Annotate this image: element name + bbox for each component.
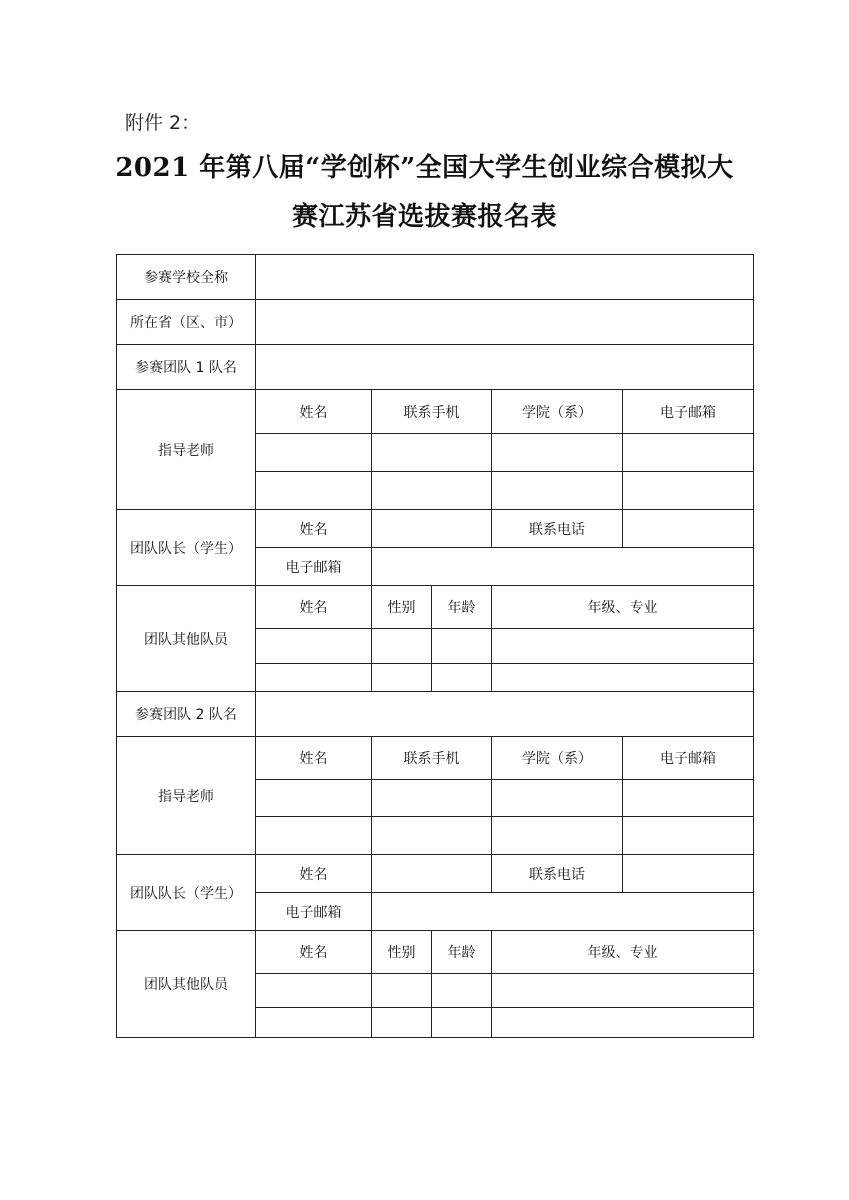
team1-leader-name-field[interactable] bbox=[372, 510, 492, 548]
team2-leader-name-field[interactable] bbox=[372, 855, 492, 893]
team1-leader-name-label: 姓名 bbox=[256, 510, 372, 548]
form-title-line-1: 2021 年第八届“学创杯”全国大学生创业综合模拟大 bbox=[115, 153, 734, 183]
team2-advisor1-college-field[interactable] bbox=[492, 780, 623, 817]
team2-advisor-col-mobile: 联系手机 bbox=[372, 737, 492, 780]
team1-leader-row bbox=[117, 510, 754, 548]
team2-members-header-row bbox=[117, 931, 754, 974]
team1-advisor-label: 指导老师 bbox=[117, 390, 256, 510]
team1-advisor-col-name: 姓名 bbox=[256, 390, 372, 434]
province-field[interactable] bbox=[256, 300, 754, 345]
team2-advisor2-college-field[interactable] bbox=[492, 817, 623, 855]
team1-member1-name-field[interactable] bbox=[256, 629, 372, 664]
team2-member1-name-field[interactable] bbox=[256, 974, 372, 1008]
team1-advisor-col-mobile: 联系手机 bbox=[372, 390, 492, 434]
team2-leader-phone-field[interactable] bbox=[623, 855, 754, 893]
team1-leader-phone-field[interactable] bbox=[623, 510, 754, 548]
team1-members-col-name: 姓名 bbox=[256, 586, 372, 629]
team2-member2-name-field[interactable] bbox=[256, 1008, 372, 1038]
team2-leader-name-label: 姓名 bbox=[256, 855, 372, 893]
team1-advisor2-email-field[interactable] bbox=[623, 472, 754, 510]
team2-members-label: 团队其他队员 bbox=[117, 931, 256, 1038]
school-name-field[interactable] bbox=[256, 255, 754, 300]
team1-member1-gender-field[interactable] bbox=[372, 629, 432, 664]
team2-member2-age-field[interactable] bbox=[432, 1008, 492, 1038]
team2-leader-phone-label: 联系电话 bbox=[492, 855, 623, 893]
team1-member2-grade-major-field[interactable] bbox=[492, 664, 754, 692]
team1-leader-email-label: 电子邮箱 bbox=[256, 548, 372, 586]
team2-advisor-label: 指导老师 bbox=[117, 737, 256, 855]
team2-advisor1-mobile-field[interactable] bbox=[372, 780, 492, 817]
team2-members-col-age: 年龄 bbox=[432, 931, 492, 974]
team1-advisor1-mobile-field[interactable] bbox=[372, 434, 492, 472]
team1-member2-age-field[interactable] bbox=[432, 664, 492, 692]
team2-advisor2-mobile-field[interactable] bbox=[372, 817, 492, 855]
team1-advisor-col-college: 学院（系） bbox=[492, 390, 623, 434]
team1-members-col-grade-major: 年级、专业 bbox=[492, 586, 754, 629]
team1-member2-gender-field[interactable] bbox=[372, 664, 432, 692]
team1-advisor2-mobile-field[interactable] bbox=[372, 472, 492, 510]
team2-member1-age-field[interactable] bbox=[432, 974, 492, 1008]
team1-members-header-row bbox=[117, 586, 754, 629]
team1-name-field[interactable] bbox=[256, 345, 754, 390]
form-title-line-2: 赛江苏省选拔赛报名表 bbox=[291, 202, 557, 232]
team1-leader-email-field[interactable] bbox=[372, 548, 754, 586]
team2-leader-label: 团队队长（学生） bbox=[117, 855, 256, 931]
team1-member1-grade-major-field[interactable] bbox=[492, 629, 754, 664]
team2-advisor-header-row bbox=[117, 737, 754, 780]
team2-advisor2-name-field[interactable] bbox=[256, 817, 372, 855]
team2-members-col-grade-major: 年级、专业 bbox=[492, 931, 754, 974]
team2-name-label: 参赛团队 2 队名 bbox=[117, 692, 256, 737]
team2-member2-grade-major-field[interactable] bbox=[492, 1008, 754, 1038]
school-row bbox=[117, 255, 754, 300]
team2-advisor-col-name: 姓名 bbox=[256, 737, 372, 780]
school-name-label: 参赛学校全称 bbox=[117, 255, 256, 300]
team2-advisor-col-college: 学院（系） bbox=[492, 737, 623, 780]
team1-leader-phone-label: 联系电话 bbox=[492, 510, 623, 548]
team1-name-label: 参赛团队 1 队名 bbox=[117, 345, 256, 390]
team1-advisor-header-row bbox=[117, 390, 754, 434]
province-row bbox=[117, 300, 754, 345]
team1-advisor2-college-field[interactable] bbox=[492, 472, 623, 510]
team2-advisor2-email-field[interactable] bbox=[623, 817, 754, 855]
team2-leader-email-label: 电子邮箱 bbox=[256, 893, 372, 931]
team1-members-col-gender: 性别 bbox=[372, 586, 432, 629]
team2-members-col-gender: 性别 bbox=[372, 931, 432, 974]
team2-member1-grade-major-field[interactable] bbox=[492, 974, 754, 1008]
team1-advisor1-college-field[interactable] bbox=[492, 434, 623, 472]
team1-advisor1-name-field[interactable] bbox=[256, 434, 372, 472]
registration-form-table bbox=[116, 254, 754, 1038]
team2-advisor1-email-field[interactable] bbox=[623, 780, 754, 817]
team1-leader-label: 团队队长（学生） bbox=[117, 510, 256, 586]
team1-members-label: 团队其他队员 bbox=[117, 586, 256, 692]
province-label: 所在省（区、市） bbox=[117, 300, 256, 345]
team1-member1-age-field[interactable] bbox=[432, 629, 492, 664]
team2-advisor1-name-field[interactable] bbox=[256, 780, 372, 817]
attachment-label: 附件 2： bbox=[125, 112, 201, 134]
team1-members-col-age: 年龄 bbox=[432, 586, 492, 629]
team1-advisor1-email-field[interactable] bbox=[623, 434, 754, 472]
team2-name-field[interactable] bbox=[256, 692, 754, 737]
team2-leader-row bbox=[117, 855, 754, 893]
team2-name-row bbox=[117, 692, 754, 737]
team2-advisor-col-email: 电子邮箱 bbox=[623, 737, 754, 780]
team2-leader-email-field[interactable] bbox=[372, 893, 754, 931]
team2-member2-gender-field[interactable] bbox=[372, 1008, 432, 1038]
team2-members-col-name: 姓名 bbox=[256, 931, 372, 974]
team1-advisor-col-email: 电子邮箱 bbox=[623, 390, 754, 434]
team1-name-row bbox=[117, 345, 754, 390]
team2-member1-gender-field[interactable] bbox=[372, 974, 432, 1008]
team1-member2-name-field[interactable] bbox=[256, 664, 372, 692]
team1-advisor2-name-field[interactable] bbox=[256, 472, 372, 510]
